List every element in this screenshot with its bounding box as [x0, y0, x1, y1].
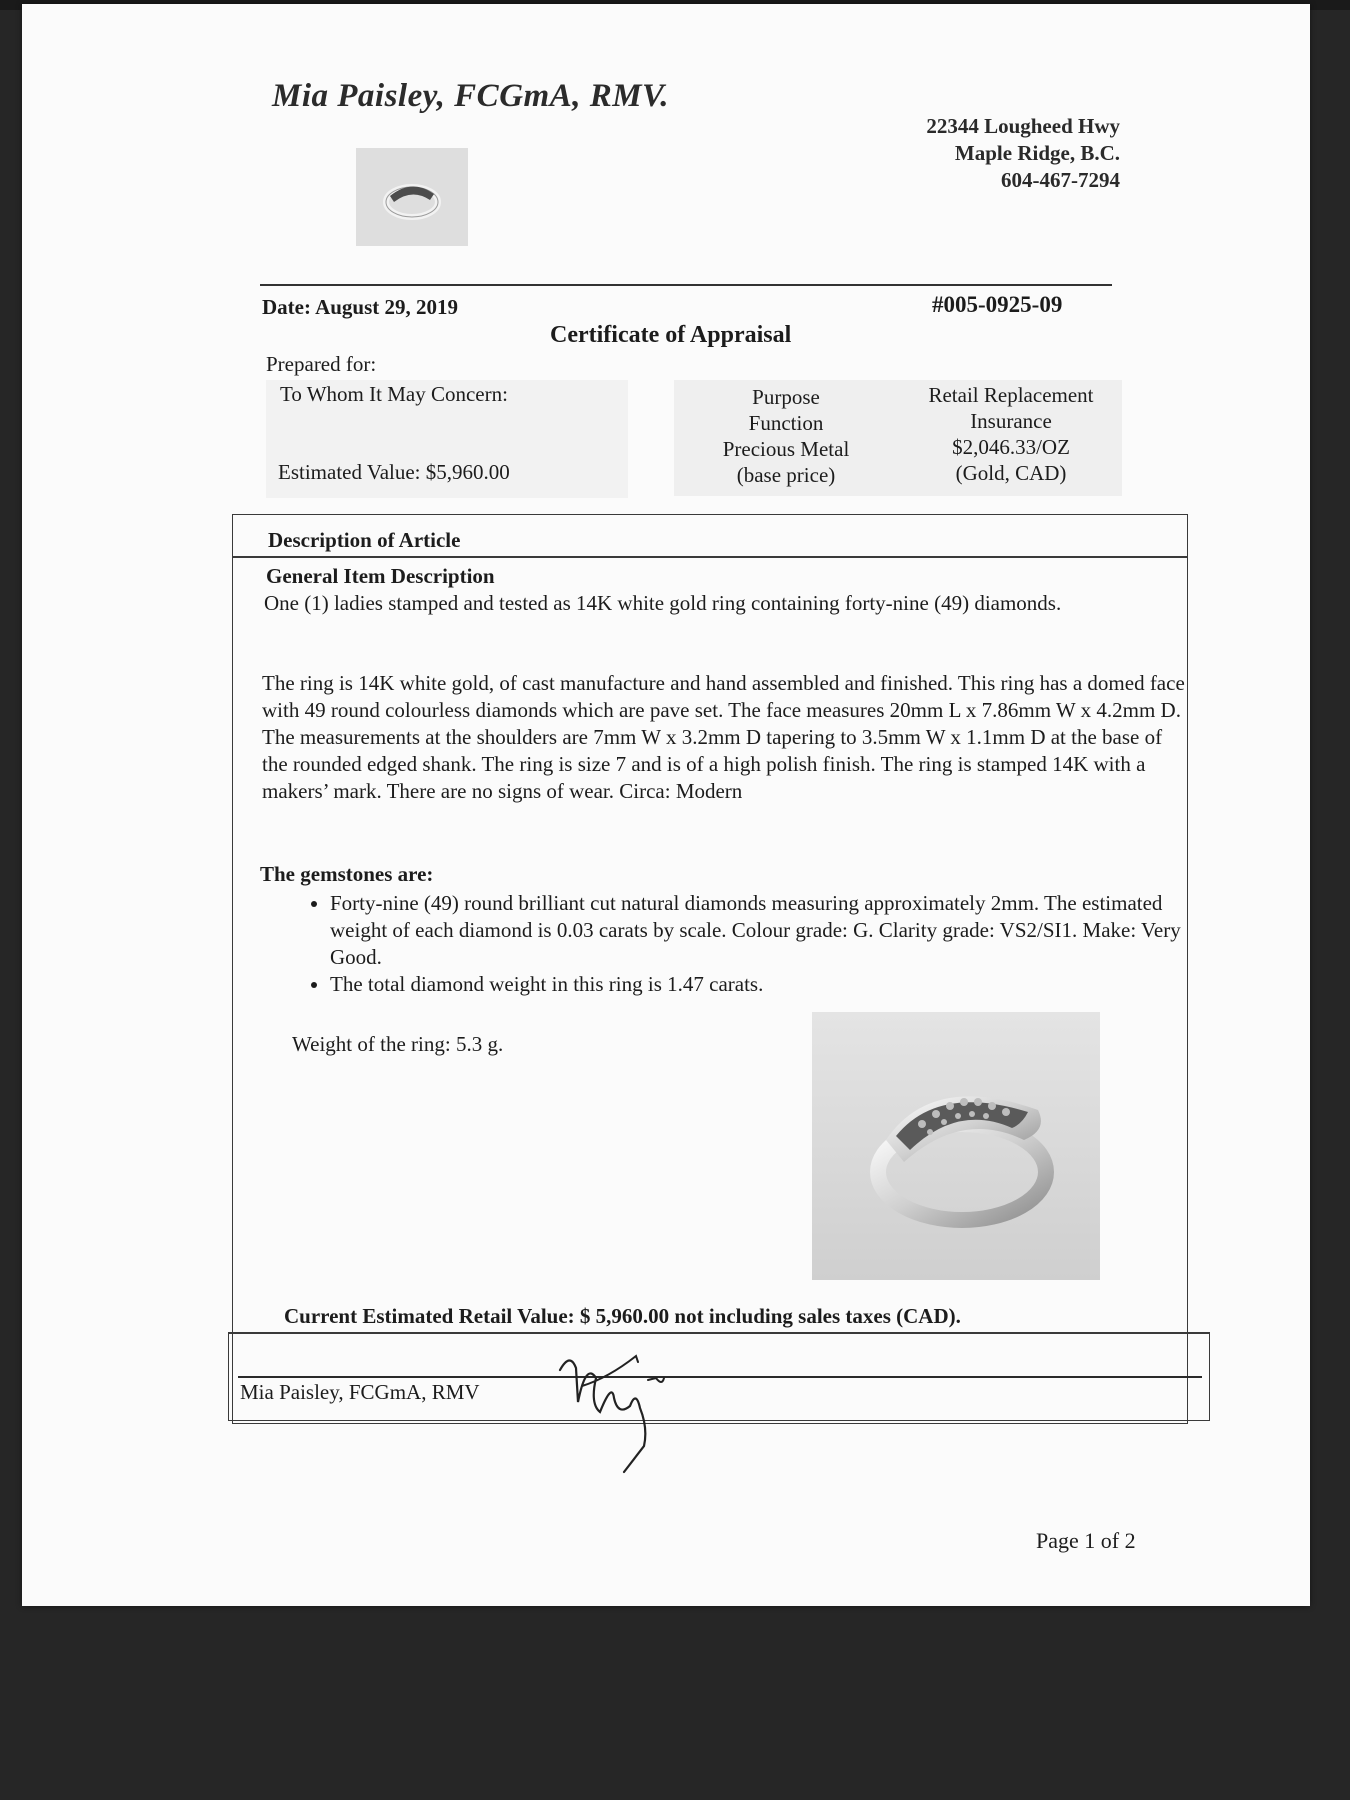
appraiser-logo-name: Mia Paisley, FCGmA, RMV.: [272, 78, 670, 114]
gemstones-title: The gemstones are:: [260, 862, 434, 886]
label-function: Function: [748, 411, 824, 435]
ring-photo: [812, 1012, 1100, 1280]
label-purpose: Purpose: [752, 385, 820, 409]
info-values: [896, 382, 1126, 486]
prepared-for-label: Prepared for:: [266, 352, 377, 376]
gemstone-list: [290, 890, 1220, 998]
header-divider: [260, 284, 1112, 286]
address-phone: 604-467-7294: [1001, 168, 1120, 192]
value-base-price: (Gold, CAD): [955, 461, 1067, 485]
general-description-text: One (1) ladies stamped and tested as 14K white gold ring containing forty-nine (49) diamonds.: [264, 591, 1062, 615]
certificate-number: #005-0925-09: [932, 292, 1063, 317]
value-purpose: Retail Replacement: [928, 383, 1094, 407]
value-function: Insurance: [970, 409, 1052, 433]
list-item: • Forty-nine (49) round brilliant cut natural diamonds measuring approximately 2mm. The estimated weight of each diamond is 0.03 carats by scale. Colour grade: G. Clarity grade: VS2/SI1. Make: Very Good.: [330, 890, 1220, 971]
address-city: Maple Ridge, B.C.: [954, 141, 1120, 165]
appraisal-date: Date: August 29, 2019: [262, 295, 459, 319]
document-title: Certificate of Appraisal: [550, 322, 792, 348]
current-estimated-retail-value: Current Estimated Retail Value: $ 5,960.00 not including sales taxes (CAD).: [284, 1304, 961, 1328]
label-base-price: (base price): [736, 463, 836, 487]
ring-detail-text: The ring is 14K white gold, of cast manufacture and hand assembled and finished. This ring has a domed face with 49 round colourless diamonds which are pave set. The face measures 20mm L x 7.86mm W x 4.2mm D. The measurements at the shoulders are 7mm W x 3.2mm D tapering to 3.5mm W x 1.1mm D at the base of the rounded edged shank. The ring is size 7 and is of a high polish finish. The ring is stamped 14K with a makers’ mark. There are no signs of wear. Circa: Modern: [262, 671, 1185, 803]
general-description-title: General Item Description: [266, 564, 495, 588]
label-precious-metal: Precious Metal: [722, 437, 850, 461]
description-header-divider: [232, 556, 1188, 558]
ring-thumbnail: [356, 148, 468, 246]
signature-frame-top: [228, 1332, 1210, 1334]
list-item: • The total diamond weight in this ring is 1.47 carats.: [330, 971, 1220, 998]
ring-weight: Weight of the ring: 5.3 g.: [292, 1032, 504, 1056]
description-section-title: Description of Article: [268, 528, 461, 552]
estimated-value: Estimated Value: $5,960.00: [278, 460, 510, 484]
signatory-name: Mia Paisley, FCGmA, RMV: [240, 1380, 480, 1404]
address-street: 22344 Lougheed Hwy: [926, 114, 1120, 138]
signature-line: [238, 1376, 1202, 1378]
info-labels: [700, 384, 872, 488]
handwritten-signature: [552, 1342, 712, 1474]
address-block: [926, 113, 1120, 194]
prepared-for-name: To Whom It May Concern:: [280, 382, 508, 406]
page-number: Page 1 of 2: [1036, 1528, 1136, 1553]
value-precious-metal: $2,046.33/OZ: [952, 435, 1070, 459]
